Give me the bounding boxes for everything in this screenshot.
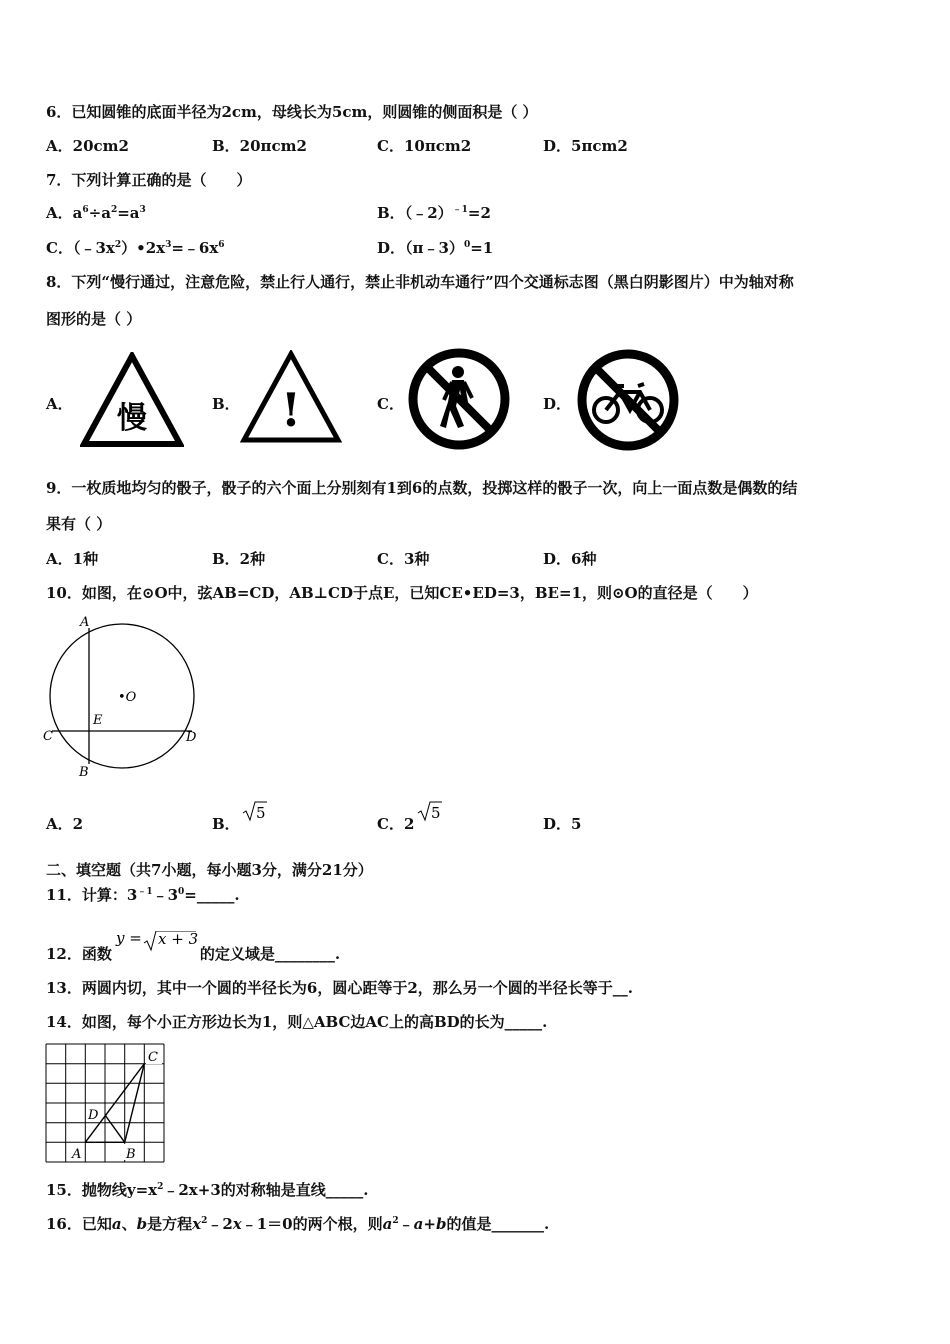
q16: 16．已知a、b是方程$x^2﹣2x﹣1=0$的两个根，则$a^2﹣a+b$的值是_______. (46, 1215, 550, 1233)
svg-text:y =: y = (115, 931, 142, 947)
q10-label-o: •O (118, 690, 137, 705)
svg-text:x + 3: x + 3 (157, 931, 198, 948)
q6-option-d: D．5πcm2 (543, 137, 628, 155)
q12: 12．函数 y = x + 3 的定义域是________. (46, 931, 341, 963)
q10-circle-figure (42, 612, 206, 782)
q9-option-d: D．6种 (543, 550, 597, 568)
q10-label-a: A (80, 615, 90, 630)
q7-stem: 7．下列计算正确的是（ ） (46, 171, 252, 189)
q14-label-d: D (88, 1108, 99, 1123)
danger-sign-mark: ! (280, 383, 302, 437)
q7-option-d: D．（π﹣3）$^0$=1 (377, 239, 494, 257)
q8-label-a: A． (46, 395, 73, 413)
q14-label-c: C (148, 1050, 158, 1065)
q13: 13．两圆内切，其中一个圆的半径长为6，圆心距等于2，那么另一个圆的半径长等于__. (46, 979, 633, 997)
q8-stem-line2: 图形的是（ ） (46, 310, 142, 328)
q8-label-c: C． (377, 395, 404, 413)
q6-stem: 6．已知圆锥的底面半径为2cm，母线长为5cm，则圆锥的侧面积是（ ） (46, 103, 538, 121)
q10-option-b-sqrt (242, 800, 268, 824)
q15: 15．抛物线$y=x^2﹣2x+3$的对称轴是直线_____. (46, 1181, 369, 1199)
q10-option-d: D．5 (543, 815, 582, 833)
q14-grid-figure (44, 1042, 168, 1166)
q10-option-a: A．2 (46, 815, 84, 833)
q8-stem-line1: 8．下列“慢行通过，注意危险，禁止行人通行，禁止非机动车通行”四个交通标志图（黑白阴影图片）中为轴对称 (46, 273, 794, 291)
q10-label-b: B (79, 765, 89, 780)
q10-option-c: C．2 5 (377, 814, 414, 834)
q11: 11．计算：$3^{﹣1}﹣3^0=\_\_\_\_\_$. (46, 886, 240, 904)
q9-option-c: C．3种 (377, 550, 430, 568)
svg-text:5: 5 (431, 804, 441, 822)
q10-option-b: B． 5 (212, 814, 240, 834)
q14-label-b: B (126, 1147, 136, 1162)
q10-label-e: E (93, 713, 103, 728)
slow-sign-text: 慢 (117, 401, 147, 436)
q10-label-c: C (43, 729, 53, 744)
no-pedestrian-sign-icon (406, 346, 512, 452)
q10-option-c-sqrt (417, 800, 443, 824)
q8-label-d: D． (543, 395, 572, 413)
q9-option-a: A．1种 (46, 550, 99, 568)
q8-label-b: B． (212, 395, 240, 413)
q14-stem: 14．如图，每个小正方形边长为1，则△ABC边AC上的高BD的长为_____. (46, 1013, 548, 1031)
svg-text:5: 5 (256, 804, 266, 822)
section-2-heading: 二、填空题（共7小题，每小题3分，满分21分） (46, 861, 373, 879)
q9-stem-line1: 9．一枚质地均匀的骰子，骰子的六个面上分别刻有1到6的点数，投掷这样的骰子一次，向上一面点数是偶数的结 (46, 479, 798, 497)
danger-sign-icon (240, 350, 342, 444)
q7-option-c: C．$(﹣3x^2)•2x^3=﹣6x^6$ (46, 239, 225, 257)
q6-option-c: C．10πcm2 (377, 137, 472, 155)
q14-label-a: A (72, 1147, 82, 1162)
q12-function-formula (114, 931, 198, 961)
q7-option-a: A．$a^6\div a^2=a^3$ (46, 204, 146, 222)
q10-stem: 10．如图，在⊙O中，弦AB=CD，AB⊥CD于点E，已知CE•ED=3，BE=1，则⊙O的直径是（ ） (46, 584, 758, 602)
q6-option-b: B．20πcm2 (212, 137, 307, 155)
slow-sign-icon (80, 352, 184, 448)
q9-option-b: B．2种 (212, 550, 266, 568)
no-bicycle-sign-icon (574, 348, 682, 452)
q7-option-b: B．（﹣2）$^{﹣1}$=2 (377, 204, 491, 222)
q9-stem-line2: 果有（ ） (46, 515, 112, 533)
q6-option-a: A．20cm2 (46, 137, 129, 155)
q10-label-d: D (186, 730, 197, 745)
